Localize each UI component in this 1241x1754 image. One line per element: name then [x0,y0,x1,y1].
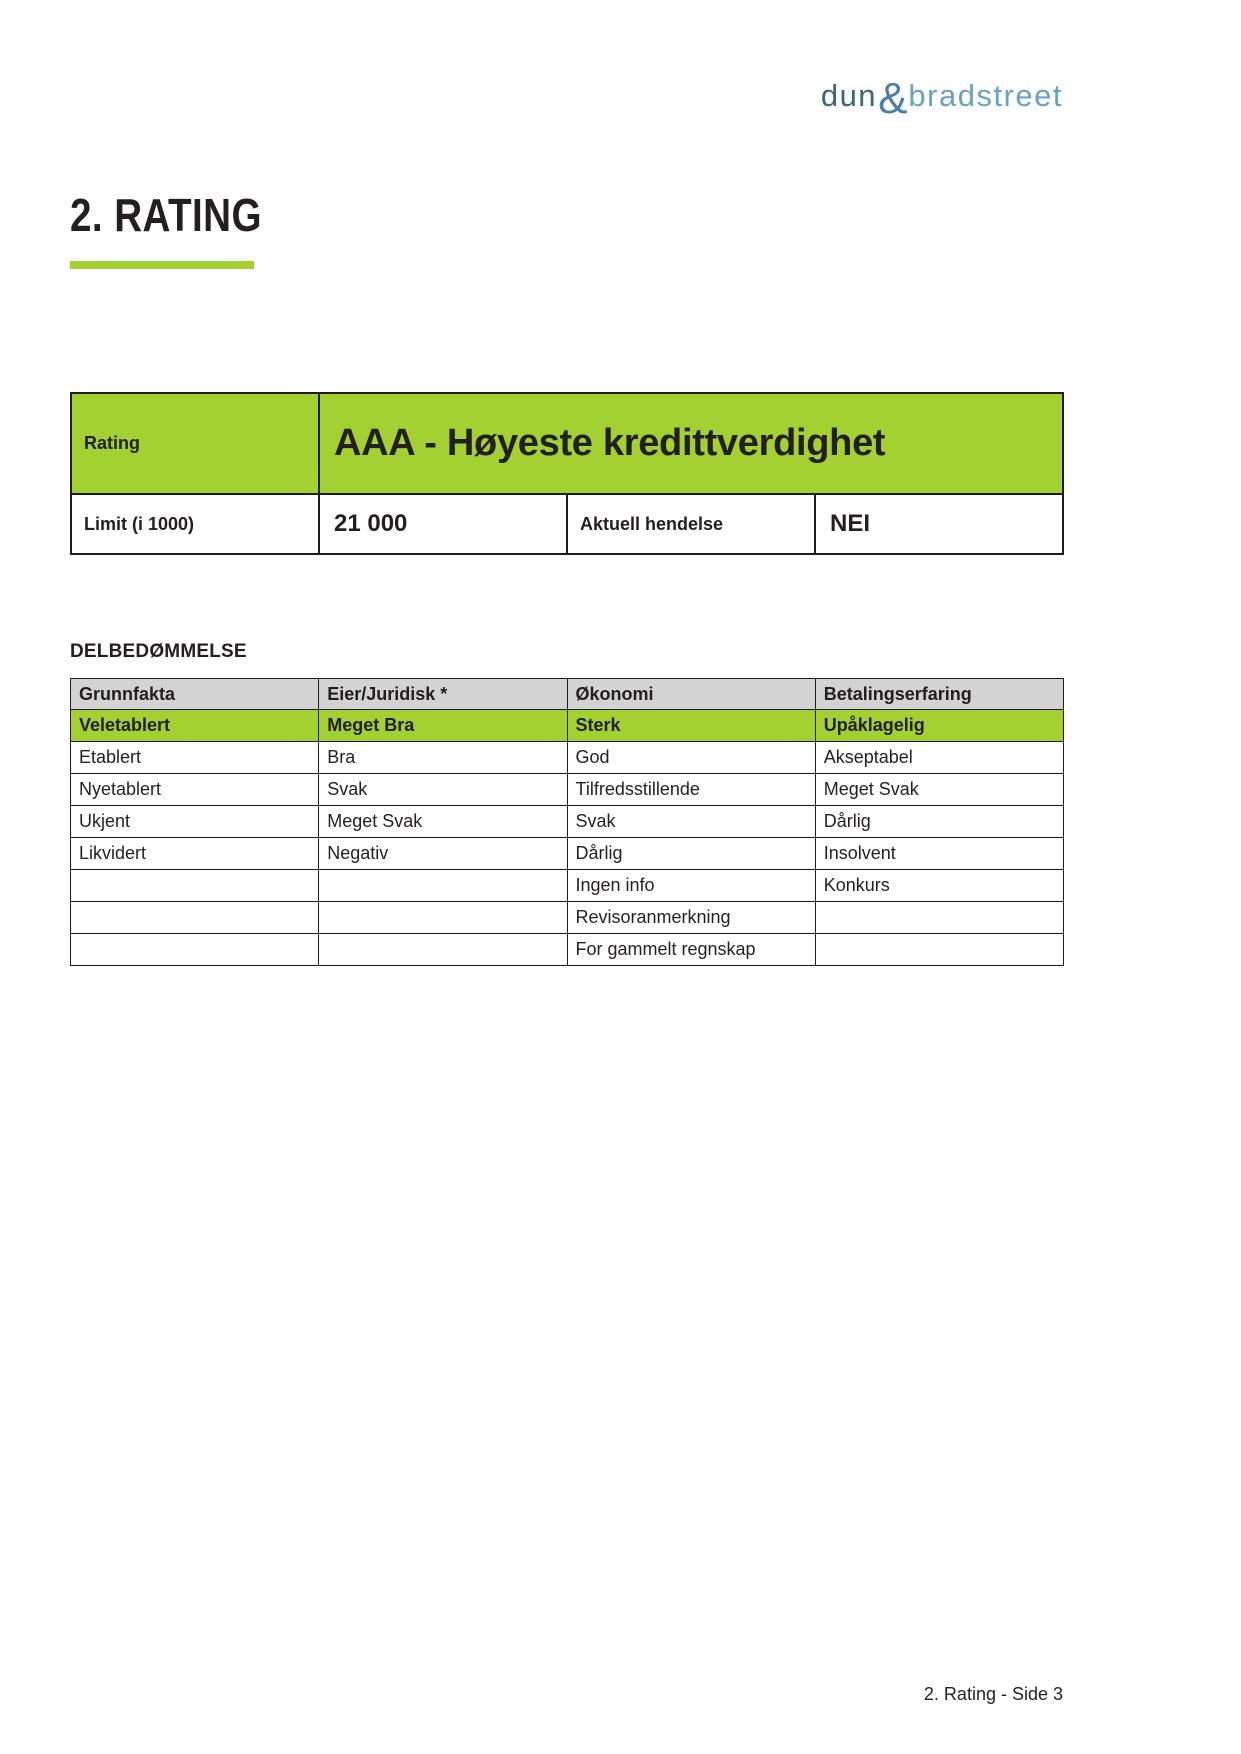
table-row [71,934,1064,966]
table-row [71,806,1064,838]
selected-cell: Meget Bra [319,710,567,742]
table-cell [815,934,1063,966]
assessment-table [70,678,1064,966]
table-row [71,838,1064,870]
table-row [71,774,1064,806]
table-cell: Etablert [71,742,319,774]
table-cell: Bra [319,742,567,774]
section-title-delbedommelse: DELBEDØMMELSE [70,641,247,662]
table-cell: Insolvent [815,838,1063,870]
table-cell: Svak [319,774,567,806]
dun-bradstreet-logo [820,74,1063,123]
table-cell: Akseptabel [815,742,1063,774]
logo-ampersand-icon: & [878,74,908,123]
limit-label: Limit (i 1000) [71,494,319,554]
table-cell: Dårlig [567,838,815,870]
table-cell: Revisoranmerkning [567,902,815,934]
limit-value: 21 000 [319,494,567,554]
table-cell: Ukjent [71,806,319,838]
table-cell [815,902,1063,934]
table-cell [319,902,567,934]
table-cell: Nyetablert [71,774,319,806]
selected-cell: Veletablert [71,710,319,742]
table-cell [319,870,567,902]
column-header-grunnfakta: Grunnfakta [71,679,319,710]
table-cell: Ingen info [567,870,815,902]
table-cell: Meget Svak [815,774,1063,806]
page-footer: 2. Rating - Side 3 [923,1684,1063,1704]
page-title: 2. RATING [70,189,262,241]
title-underline [70,261,254,269]
table-cell [71,934,319,966]
current-event-value: NEI [815,494,1063,554]
rating-label: Rating [71,393,319,494]
table-cell: For gammelt regnskap [567,934,815,966]
table-cell: Meget Svak [319,806,567,838]
table-cell: Svak [567,806,815,838]
rating-banner-row [71,393,1063,494]
table-cell: Tilfredsstillende [567,774,815,806]
rating-value: AAA - Høyeste kredittverdighet [319,393,1063,494]
table-cell: Negativ [319,838,567,870]
limit-row [71,494,1063,554]
selected-cell: Upåklagelig [815,710,1063,742]
table-cell: Likvidert [71,838,319,870]
table-cell [71,902,319,934]
column-header-eier-juridisk: Eier/Juridisk * [319,679,567,710]
table-cell [71,870,319,902]
selected-rating-row [71,710,1064,742]
selected-cell: Sterk [567,710,815,742]
table-row [71,902,1064,934]
table-row [71,742,1064,774]
table-cell: Konkurs [815,870,1063,902]
table-cell [319,934,567,966]
table-cell: Dårlig [815,806,1063,838]
logo-bradstreet-text: bradstreet [908,78,1063,113]
current-event-label: Aktuell hendelse [567,494,815,554]
table-row [71,870,1064,902]
logo-dun-text: dun [820,78,878,113]
column-header-betalingserfaring: Betalingserfaring [815,679,1063,710]
rating-summary-table [70,392,1064,555]
assessment-header-row [71,679,1064,710]
table-cell: God [567,742,815,774]
column-header-okonomi: Økonomi [567,679,815,710]
